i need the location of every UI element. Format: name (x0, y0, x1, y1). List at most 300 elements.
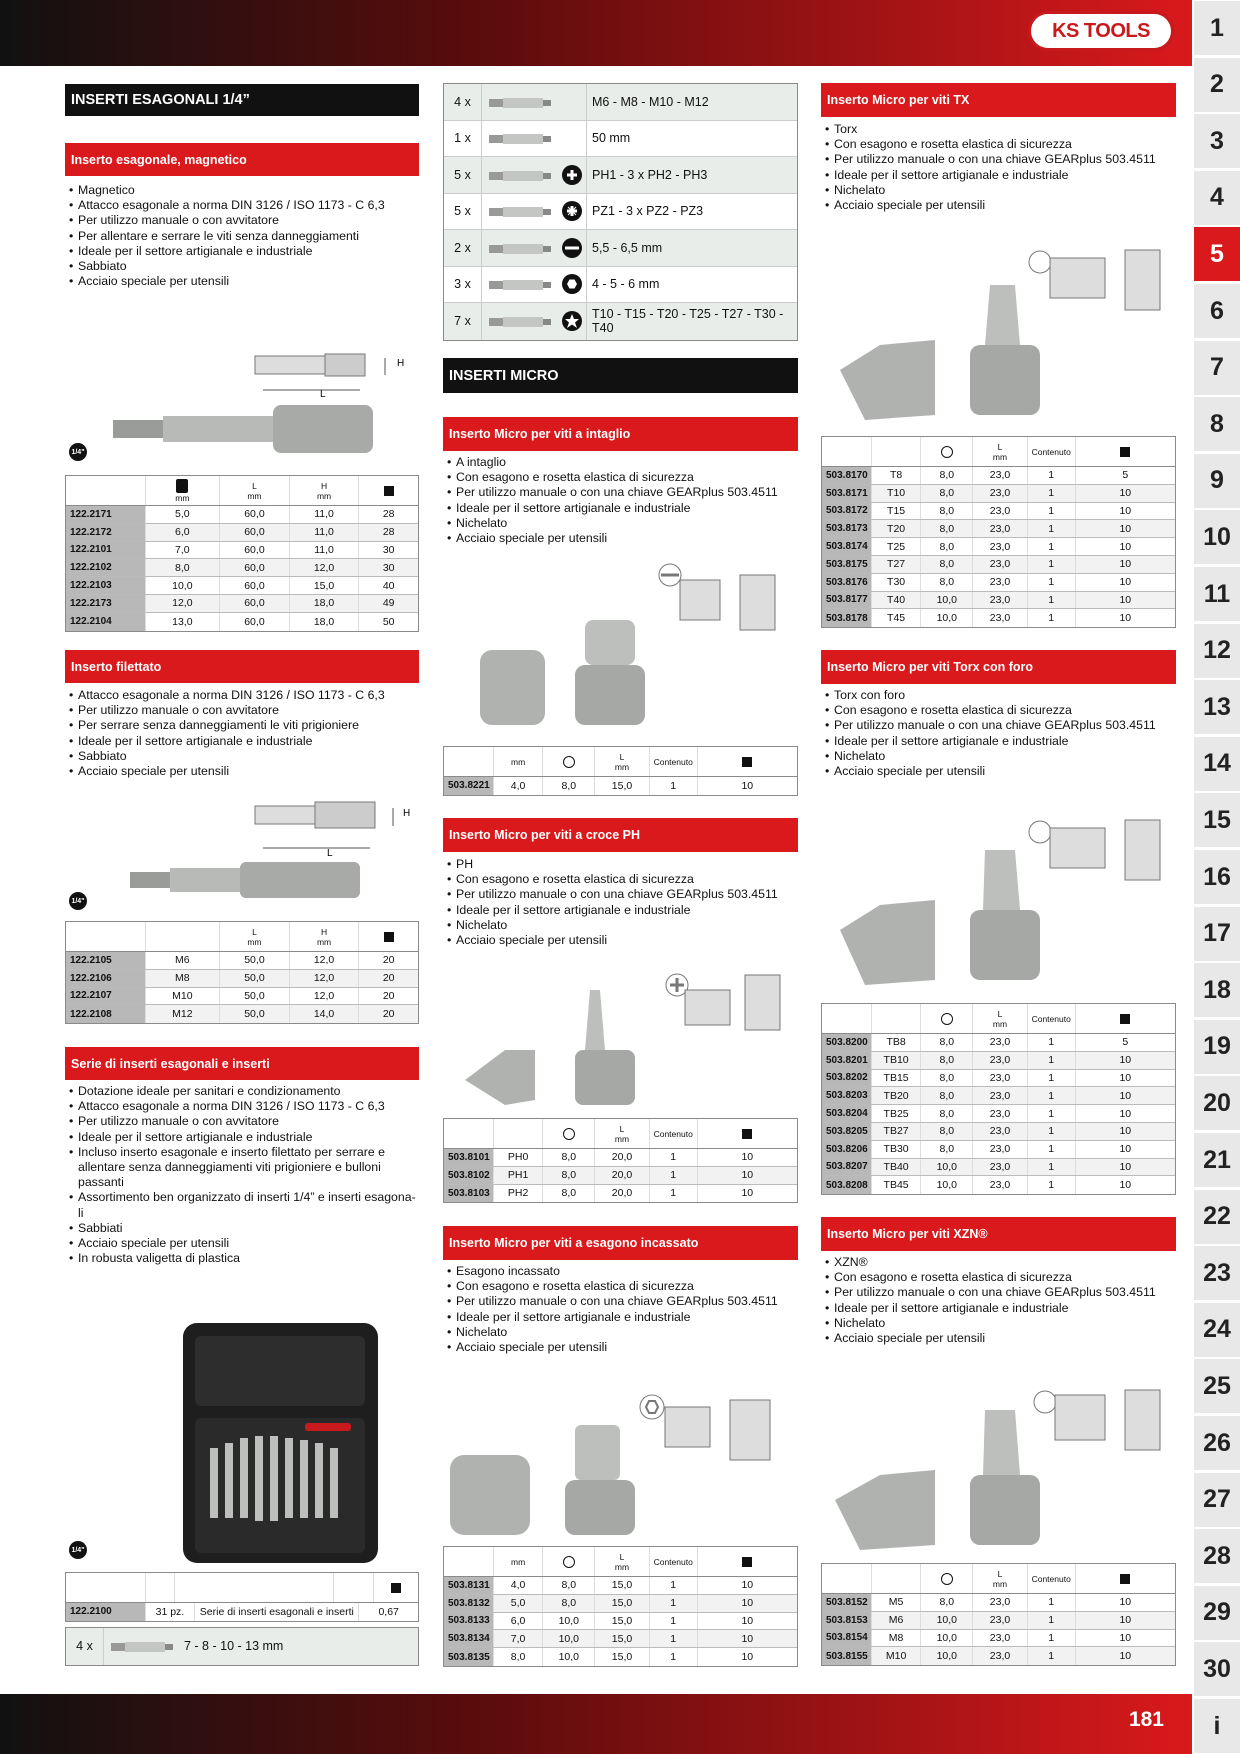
table-cell: 1 (650, 1577, 698, 1594)
table-cell: 10 (741, 1651, 754, 1664)
table-cell: 1 (1028, 1647, 1076, 1665)
chapter-tab-12[interactable]: 12 (1194, 624, 1240, 678)
bullet-item: • Acciaio speciale per utensili (447, 1340, 797, 1355)
table-row (822, 1034, 1175, 1052)
table-cell: 12,0 (290, 952, 360, 969)
article-number: 503.8155 (822, 1647, 872, 1665)
table-cell: 1 (650, 1648, 698, 1666)
table-cell: 1 (1028, 1630, 1076, 1647)
header-label: L (619, 1123, 625, 1134)
chapter-tab-25[interactable]: 25 (1194, 1359, 1240, 1413)
table-cell: 60,0 (220, 559, 290, 576)
article-number: 122.2173 (66, 595, 146, 612)
table-cell: 18,0 (290, 595, 360, 612)
chapter-tab-30[interactable]: 30 (1194, 1642, 1240, 1696)
chapter-tab-10[interactable]: 10 (1194, 510, 1240, 564)
table-cell: 8,0 (146, 559, 221, 576)
header-label: mm (247, 490, 262, 501)
table-cell: 8,0 (921, 485, 973, 502)
tb-insert-image (825, 810, 1175, 1002)
bullet-item: • Con esagono e rosetta elastica di sicurezza (447, 1279, 797, 1294)
table-cell: 10 (1076, 1647, 1175, 1665)
set-content-list (65, 1627, 419, 1666)
chapter-tab-29[interactable]: 29 (1194, 1586, 1240, 1640)
table-header (66, 1573, 418, 1603)
table-cell: 8,0 (921, 1141, 973, 1158)
table-cell: 23,0 (973, 485, 1028, 502)
table-cell: 1 (1028, 503, 1076, 520)
table-row (444, 1613, 797, 1631)
bullet-item: • Torx (825, 122, 1175, 137)
torx-icon (557, 303, 587, 340)
table-cell: 23,0 (973, 609, 1028, 627)
section-title-hex: INSERTI ESAGONALI 1/4” (65, 84, 419, 116)
table-cell: 8,0 (543, 777, 595, 795)
bullet-item: • Esagono incassato (447, 1264, 797, 1279)
content-item (444, 194, 797, 231)
content-text: PZ1 - 3 x PZ2 - PZ3 (592, 204, 704, 219)
chapter-tab-1[interactable]: 1 (1194, 1, 1240, 55)
table-cell: 1 (650, 1595, 698, 1612)
table-cell: 1 (1028, 1612, 1076, 1629)
table-cell: 1 (1028, 1159, 1076, 1176)
content-text: 7 - 8 - 10 - 13 mm (184, 1639, 284, 1654)
table-cell: 23,0 (973, 1087, 1028, 1104)
quarter-inch-badge-3: 1/4" (69, 1541, 87, 1559)
table-cell: 60,0 (220, 613, 290, 631)
table-row (822, 467, 1175, 485)
tb-table (821, 1003, 1176, 1195)
chapter-tab-16[interactable]: 16 (1194, 850, 1240, 904)
table-cell: 15,0 (595, 1577, 650, 1594)
article-number: 122.2106 (66, 970, 146, 987)
blank-icon (557, 121, 587, 157)
table-cell: 11,0 (290, 506, 360, 523)
chapter-tab-21[interactable]: 21 (1194, 1133, 1240, 1187)
header-label: L (997, 1008, 1003, 1019)
table-cell: 23,0 (973, 1176, 1028, 1194)
bullet-item: • Con esagono e rosetta elastica di sicurezza (447, 872, 797, 887)
header-label: L (252, 480, 257, 491)
table-cell: 10 (1119, 1631, 1132, 1644)
article-number: 503.8173 (822, 520, 872, 537)
table-cell: 12,0 (290, 559, 360, 576)
pz-icon (557, 194, 587, 230)
bullet-item: • Per utilizzo manuale o con avvitatore (69, 213, 419, 228)
table-header (66, 476, 418, 506)
table-cell: 10 (1119, 1071, 1132, 1084)
svg-text:L: L (320, 389, 326, 400)
table-cell: M6 (872, 1612, 922, 1629)
table-cell: 15,0 (595, 1595, 650, 1612)
table-row (822, 1594, 1175, 1612)
table-header (822, 1564, 1175, 1594)
bullet-item: • Per utilizzo manuale o con una chiave GEARplus 503.4511 (447, 1294, 797, 1309)
bullet-item: • Sabbiato (69, 259, 419, 274)
table-cell: 4,0 (494, 777, 544, 795)
ph-icon (557, 157, 587, 193)
quantity: 5 x (444, 157, 482, 193)
bullet-item: • Ideale per il settore artigianale e industriale (447, 501, 797, 516)
table-row (444, 1630, 797, 1648)
chapter-tab-13[interactable]: 13 (1194, 680, 1240, 734)
table-cell: 5 (1122, 469, 1129, 482)
table-cell: 1 (1028, 1070, 1076, 1087)
table-cell: 20 (382, 954, 395, 967)
slot-table (443, 746, 798, 796)
article-number: 503.8175 (822, 556, 872, 573)
content-text: PH1 - 3 x PH2 - PH3 (592, 167, 708, 182)
chapter-tab-28[interactable]: 28 (1194, 1529, 1240, 1583)
chapter-tab-17[interactable]: 17 (1194, 907, 1240, 961)
table-cell: 60,0 (220, 595, 290, 612)
chapter-tab-14[interactable]: 14 (1194, 737, 1240, 791)
tb-title: Inserto Micro per viti Torx con foro (821, 650, 1176, 684)
pack-weight-icon (1120, 1574, 1130, 1584)
table-cell: T15 (872, 503, 922, 520)
table-row (444, 1595, 797, 1613)
article-number: 122.2105 (66, 952, 146, 969)
bullet-item: • Nichelato (447, 516, 797, 531)
table-cell: 50,0 (220, 1005, 290, 1023)
bullet-item: • Sabbiati (69, 1221, 419, 1236)
header-label: mm (992, 1578, 1008, 1589)
chapter-tab-4[interactable]: 4 (1194, 171, 1240, 225)
table-cell: 8,0 (921, 538, 973, 555)
table-row (822, 1123, 1175, 1141)
content-text: 4 - 5 - 6 mm (592, 277, 660, 292)
quantity: 7 x (444, 303, 482, 340)
table-cell: 8,0 (543, 1167, 595, 1184)
table-cell: PH0 (494, 1149, 544, 1166)
article-number: 503.8202 (822, 1070, 872, 1087)
table-cell: 23,0 (973, 1052, 1028, 1069)
table-cell: 10,0 (921, 592, 973, 609)
article-number: 503.8177 (822, 592, 872, 609)
table-cell: 8,0 (921, 1105, 973, 1122)
pack-weight-icon (384, 932, 394, 942)
table-cell: 10,0 (921, 1612, 973, 1629)
article-number: 503.8154 (822, 1630, 872, 1647)
bullet-item: • XZN® (825, 1255, 1175, 1270)
table-row (822, 1070, 1175, 1088)
table-cell: M8 (872, 1630, 922, 1647)
quantity: 1 x (444, 121, 482, 157)
chapter-tab-19[interactable]: 19 (1194, 1020, 1240, 1074)
chapter-tab-26[interactable]: 26 (1194, 1416, 1240, 1470)
table-cell: 7,0 (146, 542, 221, 559)
table-cell: 20 (359, 1005, 418, 1023)
chapter-tab-6[interactable]: 6 (1194, 284, 1240, 338)
bullet-item: • Attacco esagonale a norma DIN 3126 / ISO 1173 - C 6,3 (69, 688, 419, 703)
table-cell: 13,0 (146, 613, 221, 631)
table-cell: 10 (1119, 1596, 1132, 1609)
content-item (66, 1628, 418, 1665)
table-cell: 10 (1076, 556, 1175, 573)
table-cell: 8,0 (921, 1052, 973, 1069)
table-cell: T25 (872, 538, 922, 555)
bullet-item: • Ideale per il settore artigianale e industriale (447, 903, 797, 918)
article-number: 503.8206 (822, 1141, 872, 1158)
bullet-item: • Per utilizzo manuale o con una chiave GEARplus 503.4511 (447, 485, 797, 500)
table-cell: 1 (1028, 1105, 1076, 1122)
chapter-tab-7[interactable]: 7 (1194, 341, 1240, 395)
table-cell: 23,0 (973, 1141, 1028, 1158)
table-cell: M10 (146, 988, 221, 1005)
chapter-tab-23[interactable]: 23 (1194, 1246, 1240, 1300)
chapter-tab-20[interactable]: 20 (1194, 1076, 1240, 1130)
article-number: 122.2101 (66, 542, 146, 559)
tb-bullets (825, 688, 1175, 779)
table-row (66, 577, 418, 595)
table-cell: M8 (146, 970, 221, 987)
quantity: 5 x (444, 194, 482, 230)
bullet-item: • Sabbiato (69, 749, 419, 764)
table-cell: 20 (359, 970, 418, 987)
table-cell: 15,0 (595, 1648, 650, 1666)
set-table (65, 1572, 419, 1622)
chapter-tab-i[interactable]: i (1194, 1699, 1240, 1753)
table-row (822, 503, 1175, 521)
table-cell: 20 (382, 989, 395, 1002)
header-label: Contenuto (1031, 446, 1071, 457)
header-label: mm (992, 1018, 1008, 1029)
table-cell: 23,0 (973, 1630, 1028, 1647)
table-cell: TB20 (872, 1087, 922, 1104)
bullet-item: • Assortimento ben organizzato di inserti 1/4” e inserti esagona-li (69, 1190, 419, 1220)
bullet-item: • Acciaio speciale per utensili (447, 531, 797, 546)
table-cell: 15,0 (595, 1613, 650, 1630)
article-number: 503.8221 (444, 777, 494, 795)
threaded-table (65, 921, 419, 1024)
diameter-icon (563, 756, 575, 768)
bullet-item: • Per utilizzo manuale o con avvitatore (69, 1114, 419, 1129)
article-number: 503.8103 (444, 1185, 494, 1203)
table-cell: PH1 (494, 1167, 544, 1184)
table-cell: 7,0 (494, 1630, 544, 1647)
table-row (822, 1141, 1175, 1159)
table-cell: 23,0 (973, 1594, 1028, 1611)
table-cell: 23,0 (973, 556, 1028, 573)
table-cell: 10 (1076, 485, 1175, 502)
page-number: 181 (1128, 1708, 1164, 1731)
table-row (822, 1105, 1175, 1123)
ph-insert-image (455, 950, 795, 1115)
table-cell: 8,0 (921, 503, 973, 520)
bullet-item: • Acciaio speciale per utensili (825, 198, 1175, 213)
chapter-tab-9[interactable]: 9 (1194, 454, 1240, 508)
table-cell: 10 (1119, 1143, 1132, 1156)
table-cell: 8,0 (921, 520, 973, 537)
table-header (66, 922, 418, 952)
table-cell: 12,0 (146, 595, 221, 612)
pack-weight-icon (391, 1583, 401, 1593)
table-row (66, 595, 418, 613)
table-cell: M5 (872, 1594, 922, 1611)
bullet-item: • Acciaio speciale per utensili (69, 1236, 419, 1251)
diameter-icon (563, 1128, 575, 1140)
table-cell: 28 (382, 508, 395, 521)
bullet-item: • Nichelato (825, 183, 1175, 198)
chapter-tab-11[interactable]: 11 (1194, 567, 1240, 621)
table-cell: TB15 (872, 1070, 922, 1087)
chapter-tab-3[interactable]: 3 (1194, 114, 1240, 168)
pack-weight-icon (742, 1129, 752, 1139)
header-label: mm (510, 756, 526, 767)
content-item (444, 157, 797, 194)
magnetic-insert-image (105, 350, 415, 460)
bullet-item: • Con esagono e rosetta elastica di sicurezza (447, 470, 797, 485)
bullet-item: • Ideale per il settore artigianale e industriale (825, 1301, 1175, 1316)
article-number: 503.8207 (822, 1159, 872, 1176)
table-cell: 8,0 (921, 1087, 973, 1104)
table-cell: 10 (1119, 504, 1132, 517)
table-cell: 5,0 (146, 506, 221, 523)
magnetic-bullets (69, 183, 419, 289)
table-row (822, 520, 1175, 538)
table-cell: 20,0 (595, 1185, 650, 1203)
table-cell: 1 (650, 1185, 698, 1203)
pack-weight-icon (1120, 447, 1130, 457)
chapter-tab-24[interactable]: 24 (1194, 1303, 1240, 1357)
header-label: Contenuto (653, 1128, 693, 1139)
table-cell: 10 (1119, 540, 1132, 553)
table-row (822, 609, 1175, 627)
table-row (822, 574, 1175, 592)
article-number: 503.8170 (822, 467, 872, 484)
table-row (66, 524, 418, 542)
article-number: 503.8135 (444, 1648, 494, 1666)
bit-image (482, 121, 557, 157)
header-label: mm (992, 451, 1008, 462)
set-title: Serie di inserti esagonali e inserti (65, 1047, 419, 1080)
diameter-icon (563, 1556, 575, 1568)
header-label: mm (316, 936, 332, 947)
socket-size-icon (176, 479, 188, 493)
table-header (444, 1547, 797, 1577)
table-cell: 1 (1028, 1087, 1076, 1104)
slot-bullets (447, 455, 797, 546)
article-number: 122.2100 (66, 1603, 146, 1621)
table-cell: 8,0 (921, 574, 973, 591)
table-cell: 30 (382, 543, 395, 556)
xzn-table (821, 1563, 1176, 1666)
header-label: Contenuto (1031, 1013, 1071, 1024)
bullet-item: • Nichelato (447, 918, 797, 933)
table-cell: 50,0 (220, 952, 290, 969)
table-cell: 8,0 (921, 1070, 973, 1087)
table-row (822, 1087, 1175, 1105)
quantity: 2 x (444, 230, 482, 266)
table-row (66, 559, 418, 577)
chapter-tab-5[interactable]: 5 (1194, 227, 1240, 281)
article-number: 503.8133 (444, 1613, 494, 1630)
table-cell: 10 (1076, 1087, 1175, 1104)
table-cell: 10,0 (921, 1176, 973, 1194)
bullet-item: • Nichelato (447, 1325, 797, 1340)
table-cell: 10 (1076, 1123, 1175, 1140)
table-cell: 10 (741, 779, 754, 792)
chapter-tab-18[interactable]: 18 (1194, 963, 1240, 1017)
table-row (822, 556, 1175, 574)
table-row (822, 1159, 1175, 1177)
chapter-tab-8[interactable]: 8 (1194, 397, 1240, 451)
tx-title: Inserto Micro per viti TX (821, 83, 1176, 117)
bullet-item: • Ideale per il settore artigianale e industriale (825, 168, 1175, 183)
table-cell: 10 (1119, 1179, 1132, 1192)
bit-image (482, 157, 557, 193)
table-cell: T27 (872, 556, 922, 573)
table-cell: 10,0 (921, 609, 973, 627)
content-item (444, 84, 797, 121)
table-cell: 1 (1028, 538, 1076, 555)
case-image (165, 1318, 385, 1573)
chapter-tab-27[interactable]: 27 (1194, 1473, 1240, 1527)
pack-weight-icon (1120, 1014, 1130, 1024)
bullet-item: • In robusta valigetta di plastica (69, 1251, 419, 1266)
header-label: L (997, 1568, 1003, 1579)
header-label: L (252, 926, 257, 937)
pack-weight-icon (742, 757, 752, 767)
bullet-item: • Acciaio speciale per utensili (825, 1331, 1175, 1346)
bullet-item: • Ideale per il settore artigianale e industriale (825, 734, 1175, 749)
article-number: 122.2171 (66, 506, 146, 523)
article-number: 122.2102 (66, 559, 146, 576)
bullet-item: • Acciaio speciale per utensili (825, 764, 1175, 779)
header-label: mm (510, 1556, 526, 1567)
blank-icon (557, 84, 587, 120)
table-cell: 8,0 (921, 1034, 973, 1051)
table-cell: 10 (1119, 1107, 1132, 1120)
header-label: mm (175, 492, 190, 503)
chapter-tab-2[interactable]: 2 (1194, 58, 1240, 112)
quarter-inch-badge: 1/4" (69, 443, 87, 461)
quarter-inch-badge-2: 1/4" (69, 892, 87, 910)
table-row (822, 538, 1175, 556)
threaded-bullets (69, 688, 419, 779)
table-cell: TB45 (872, 1176, 922, 1194)
table-cell: 23,0 (973, 538, 1028, 555)
tx-insert-image (825, 240, 1175, 435)
table-row (444, 1648, 797, 1666)
article-number: 503.8131 (444, 1577, 494, 1594)
table-cell: 1 (1028, 467, 1076, 484)
bullet-item: • Per utilizzo manuale o con avvitatore (69, 703, 419, 718)
table-cell: 12,0 (290, 988, 360, 1005)
table-cell: 14,0 (290, 1005, 360, 1023)
table-cell: 1 (1028, 1594, 1076, 1611)
table-row (66, 542, 418, 560)
table-cell: 23,0 (973, 467, 1028, 484)
table-cell: M6 (146, 952, 221, 969)
bullet-item: • Ideale per il settore artigianale e industriale (69, 1130, 419, 1145)
header-label: Contenuto (653, 756, 693, 767)
table-cell: 6,0 (494, 1613, 544, 1630)
chapter-tab-22[interactable]: 22 (1194, 1190, 1240, 1244)
diameter-icon (941, 446, 953, 458)
table-cell: 23,0 (973, 574, 1028, 591)
table-cell: 1 (650, 1167, 698, 1184)
table-cell: TB25 (872, 1105, 922, 1122)
table-cell: 10,0 (921, 1630, 973, 1647)
table-cell: 23,0 (973, 1070, 1028, 1087)
chapter-tab-15[interactable]: 15 (1194, 793, 1240, 847)
table-cell: Serie di inserti esagonali e inserti (195, 1603, 359, 1621)
bullet-item: • Dotazione ideale per sanitari e condizionamento (69, 1084, 419, 1099)
table-row (66, 1603, 418, 1621)
header-label: L (619, 1551, 625, 1562)
brand-logo: KS TOOLS (1028, 11, 1174, 51)
